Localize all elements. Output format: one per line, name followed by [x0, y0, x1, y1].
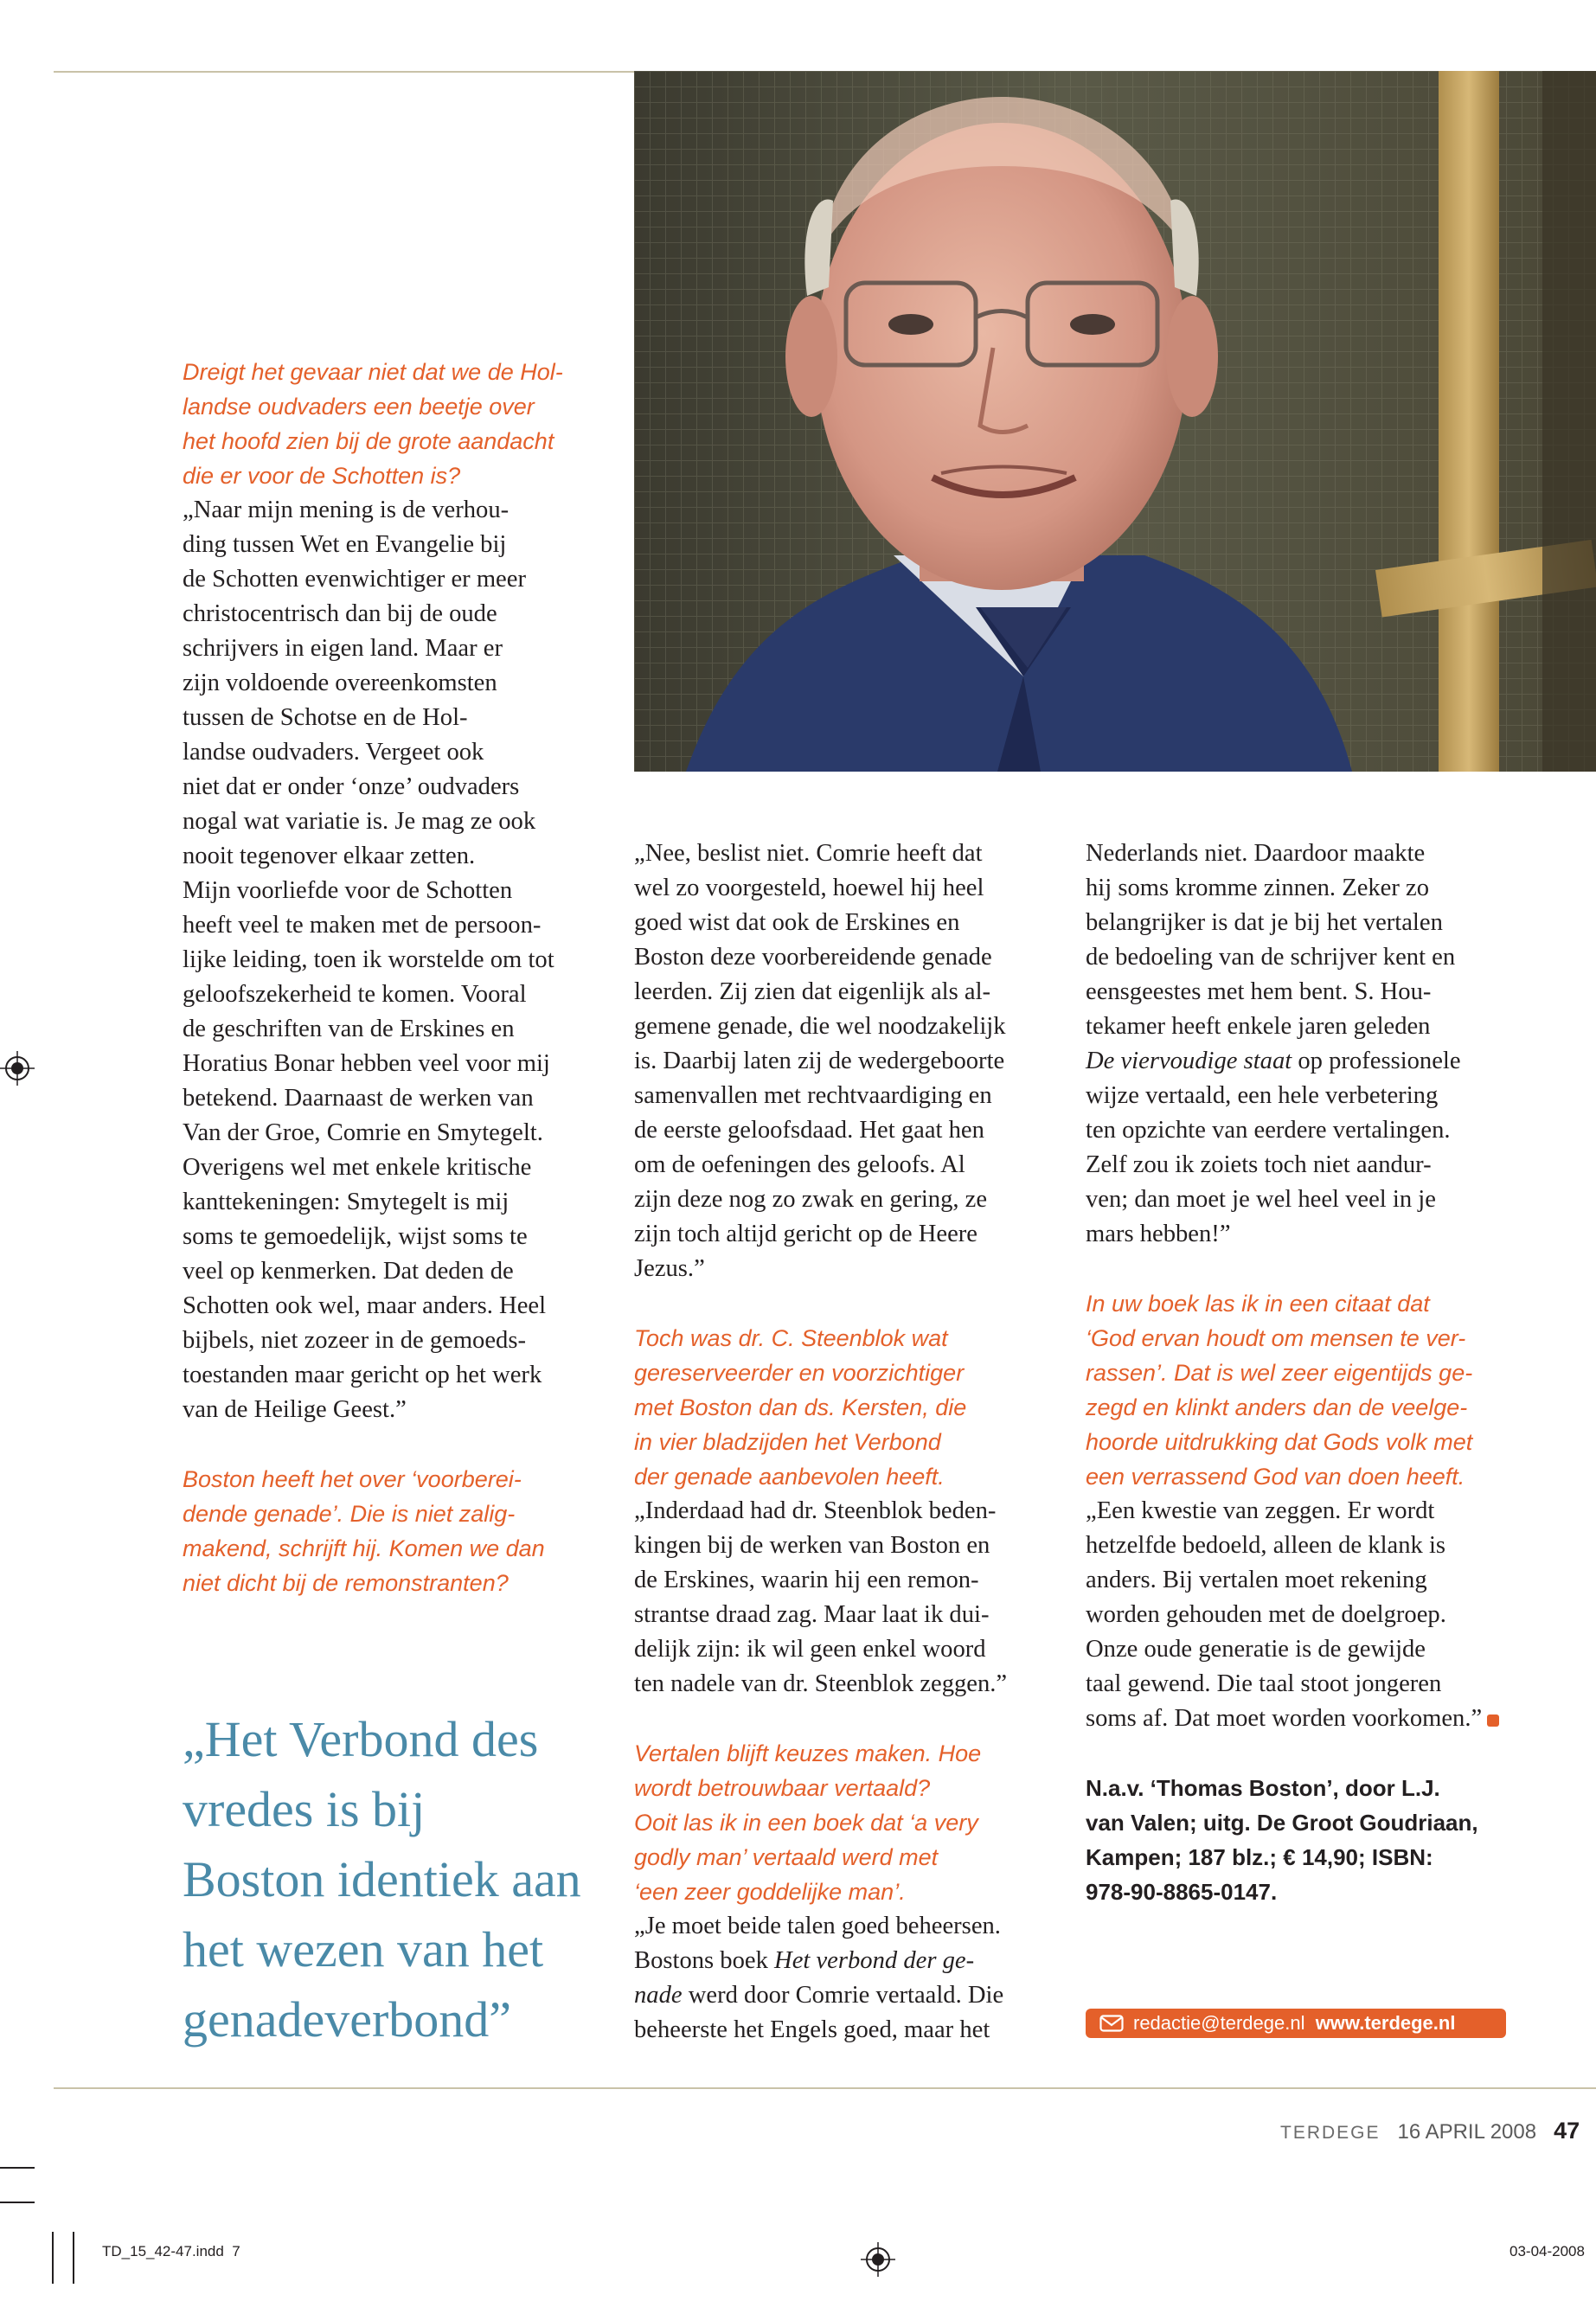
column-2 — [634, 836, 1067, 2048]
interview-question-4: Vertalen blijft keuzes maken. Hoe wordt betrouwbaar vertaald? Ooit las ik in een boek dat ‘a very godly man’ vertaald werd met ‘een zeer goddelijke man’. — [634, 1740, 982, 1905]
end-mark — [1487, 1715, 1499, 1727]
book-credit: N.a.v. ‘Thomas Boston’, door L.J. van Valen; uitg. De Groot Goudriaan, Kampen; 187 blz.; € 14,90; ISBN: 978-90-8865-0147. — [1086, 1775, 1478, 1905]
registration-mark-bottom — [861, 2242, 895, 2277]
issue-date: 16 APRIL 2008 — [1397, 2120, 1537, 2144]
column-3 — [1086, 836, 1535, 1909]
slug-date: 03-04-2008 — [1509, 2243, 1585, 2259]
email-link[interactable]: redactie@terdege.nl — [1133, 2012, 1305, 2034]
interview-question-3: Toch was dr. C. Steenblok wat gereserveerder en voorzichtiger met Boston dan ds. Kersten, die in vier bladzijden het Verbond der genade aanbevolen heeft. — [634, 1325, 967, 1490]
interview-answer-3: „Inderdaad had dr. Steenblok beden- kingen bij de werken van Boston en de Erskines, waarin hij een remon- strantse draad zag. Maar laat ik dui- delijk zijn: ik wil geen enkel woord ten nadele van dr. Steenblok zeggen.” — [634, 1497, 1008, 1697]
magazine-name: TERDEGE — [1280, 2123, 1381, 2143]
crop-mark — [0, 2202, 35, 2203]
interview-question-1: Dreigt het gevaar niet dat we de Hol- landse oudvaders een beetje over het hoofd zien bij de grote aandacht die er voor de Schotten is? — [183, 359, 563, 489]
crop-mark — [0, 2167, 35, 2169]
crop-mark — [52, 2232, 54, 2284]
interview-answer-5: „Een kwestie van zeggen. Er wordt hetzelfde bedoeld, alleen de klank is anders. Bij vertalen moet rekening worden gehouden met de doelgroep. Onze oude generatie is de gewijde taal gewend. Die taal stoot jongeren soms af. Dat moet worden voorkomen.” — [1086, 1494, 1535, 1736]
interview-answer-4-continued: Nederlands niet. Daardoor maakte hij soms kromme zinnen. Zeker zo belangrijker is dat je bij het vertalen de bedoeling van de schrijver kent en eensgeestes met hem bent. S. Hou- tekamer heeft enkele jaren geleden De viervoudige staat op professionele wijze vertaald, een hele verbetering ten opzichte van eerdere vertalingen. Zelf zou ik zoiets toch niet aandur- ven; dan moet je wel heel veel in je mars hebben!” — [1086, 840, 1461, 1247]
interview-answer-4: „Je moet beide talen goed beheersen. Bostons boek Het verbond der ge- nade werd door Comrie vertaald. Die beheerste het Engels goed, maar het — [634, 1913, 1004, 2043]
contact-bar — [1086, 2009, 1506, 2038]
page-footer — [1280, 2113, 1596, 2148]
web-link[interactable]: www.terdege.nl — [1315, 2012, 1456, 2034]
slug-line: TD_15_42-47.indd 7 — [102, 2243, 240, 2259]
book-title-viervoudige: De viervoudige staat — [1086, 1048, 1292, 1074]
bottom-rule — [54, 2087, 1596, 2089]
envelope-icon — [1099, 2015, 1124, 2032]
registration-mark-left — [0, 1051, 35, 1086]
pull-quote: „Het Verbond des vredes is bij Boston identiek aan het wezen van het genadeverbond” — [183, 1711, 581, 2048]
portrait-photo — [634, 71, 1596, 772]
interview-answer-2: „Nee, beslist niet. Comrie heeft dat wel zo voorgesteld, hoewel hij heel goed wist dat ook de Erskines en Boston deze voorbereidende genade leerden. Zij zien dat eigenlijk als al- gemene genade, die wel noodzakelijk is. Daarbij laten zij de wedergeboorte samenvallen met rechtvaardiging en de eerste geloofsdaad. Het gaat hen om de oefeningen des geloofs. Al zijn deze nog zo zwak en gering, ze zijn toch altijd gericht op de Heere Jezus.” — [634, 840, 1006, 1282]
book-title-cont: nade — [634, 1982, 683, 2009]
book-title: Het verbond der ge- — [774, 1947, 975, 1974]
interview-question-5: In uw boek las ik in een citaat dat ‘God ervan houdt om mensen te ver- rassen’. Dat is wel zeer eigentijds ge- zegd en klinkt anders dan de veelge- hoorde uitdrukking dat Gods volk met een verrassend God van doen heeft. — [1086, 1291, 1473, 1490]
interview-question-2: Boston heeft het over ‘voorberei- dende genade’. Die is niet zalig- makend, schrijft hij. Komen we dan niet dicht bij de remonstranten? — [183, 1466, 545, 1596]
page-number: 47 — [1554, 2118, 1580, 2144]
interview-answer-1: „Naar mijn mening is de verhou- ding tussen Wet en Evangelie bij de Schotten evenwichtiger er meer christocentrisch dan bij de oude schrijvers in eigen land. Maar er zijn voldoende overeenkomsten tussen de Schotse en de Hol- landse oudvaders. Vergeet ook niet dat er onder ‘onze’ oudvaders nogal wat variatie is. Je mag ze ook nooit tegenover elkaar zetten. Mijn voorliefde voor de Schotten heeft veel te maken met de persoon- lijke leiding, toen ik worstelde om tot geloofszekerheid te komen. Vooral de geschriften van de Erskines en Horatius Bonar hebben veel voor mij betekend. Daarnaast de werken van Van der Groe, Comrie en Smytegelt. Overigens wel met enkele kritische kanttekeningen: Smytegelt is mij soms te gemoedelijk, wijst soms te veel op kenmerken. Dat deden de Schotten ook wel, maar anders. Heel bijbels, niet zozeer in de gemoeds- toestanden maar gericht op het werk van de Heilige Geest.” — [183, 497, 554, 1423]
crop-mark — [73, 2232, 74, 2284]
column-1 — [183, 355, 615, 1600]
